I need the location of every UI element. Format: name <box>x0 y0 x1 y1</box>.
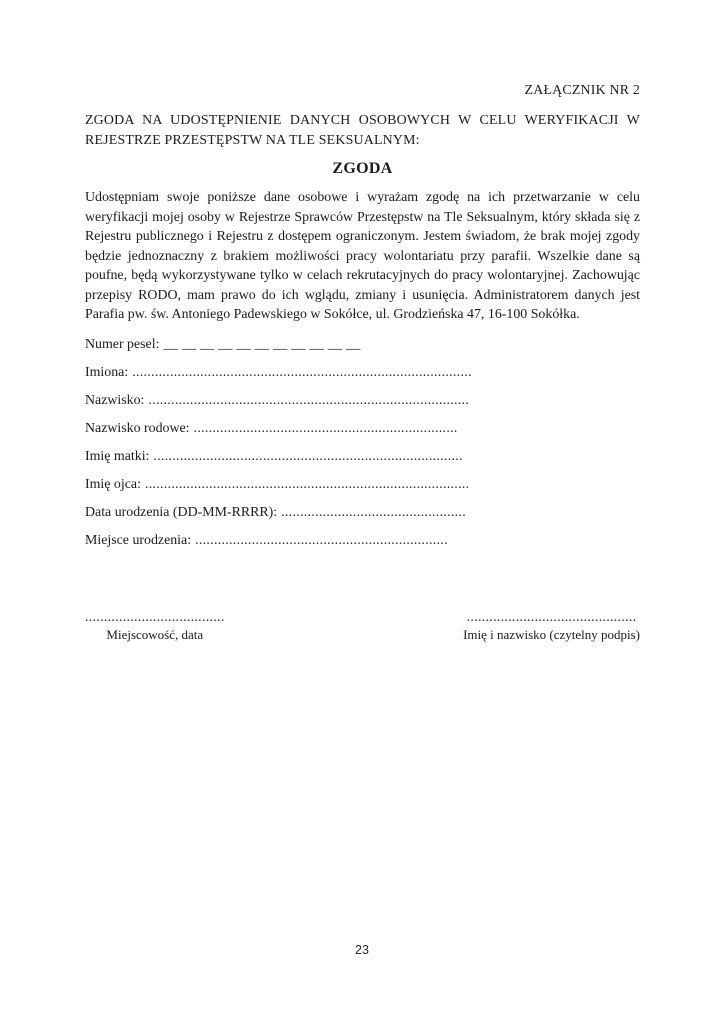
field-blank-data-urodzenia: ................................................. <box>281 504 466 520</box>
signature-name-caption: Imię i nazwisko (czytelny podpis) <box>463 627 640 642</box>
document-title: ZGODA <box>332 160 393 177</box>
signature-place-date <box>85 611 225 642</box>
page-number: 23 <box>355 943 369 957</box>
field-blank-imie-ojca: ...................................................................................... <box>144 476 470 492</box>
field-blank-imiona: .......................................................................................... <box>132 364 472 380</box>
signature-name <box>463 611 640 642</box>
field-blank-miejsce-urodzenia: ................................................................... <box>195 532 448 548</box>
field-row-pesel <box>85 335 640 355</box>
field-row-imie-matki <box>85 447 640 467</box>
signature-place-date-line: ..................................... <box>85 610 225 625</box>
field-label-nazwisko: Nazwisko: <box>85 392 145 408</box>
field-label-data-urodzenia: Data urodzenia (DD-MM-RRRR): <box>85 504 278 520</box>
field-blank-pesel: __ __ __ __ __ __ __ __ __ __ __ <box>163 336 361 352</box>
field-label-imiona: Imiona: <box>85 364 129 380</box>
consent-paragraph: Udostępniam swoje poniższe dane osobowe i wyrażam zgodę na ich przetwarzanie w celu weryfikacji mojej osoby w Rejestrze Sprawców Przestępstw na Tle Seksualnym, który składa się z Rejestru publicznego i Rejestru z dostępem ograniczonym. Jestem świadom, że brak mojej zgody będzie jednoznaczny z brakiem możliwości pracy wolontariatu przy parafii. Wszelkie dane są poufne, będą wykorzystywane tylko w celach rekrutacyjnych do pracy wolontaryjnej. Zachowując przepisy RODO, mam prawo do ich wglądu, zmiany i usunięcia. Administratorem danych jest Parafia pw. św. Antoniego Padewskiego w Sokółce, ul. Grodzieńska 47, 16-100 Sokółka. <box>85 190 640 322</box>
field-row-nazwisko <box>85 391 640 411</box>
document-heading: ZGODA NA UDOSTĘPNIENIE DANYCH OSOBOWYCH W CELU WERYFIKACJI W REJESTRZE PRZESTĘPSTW NA TLE SEKSUALNYM: <box>85 113 640 148</box>
field-blank-imie-matki: .................................................................................. <box>153 448 463 464</box>
signature-section <box>85 611 640 642</box>
signature-place-date-caption: Miejscowość, data <box>106 627 204 642</box>
field-row-imie-ojca <box>85 475 640 495</box>
field-row-imiona <box>85 363 640 383</box>
field-row-data-urodzenia <box>85 503 640 523</box>
field-blank-nazwisko-rodowe: ...................................................................... <box>193 420 458 436</box>
field-label-pesel: Numer pesel: <box>85 336 160 352</box>
signature-name-line: ............................................. <box>466 610 637 625</box>
field-label-imie-matki: Imię matki: <box>85 448 150 464</box>
field-label-nazwisko-rodowe: Nazwisko rodowe: <box>85 420 190 436</box>
field-row-nazwisko-rodowe <box>85 419 640 439</box>
field-label-miejsce-urodzenia: Miejsce urodzenia: <box>85 532 192 548</box>
form-fields <box>85 335 640 551</box>
field-label-imie-ojca: Imię ojca: <box>85 476 141 492</box>
field-blank-nazwisko: ..................................................................................... <box>148 392 470 408</box>
field-row-miejsce-urodzenia <box>85 531 640 551</box>
attachment-label: ZAŁĄCZNIK NR 2 <box>524 83 640 98</box>
